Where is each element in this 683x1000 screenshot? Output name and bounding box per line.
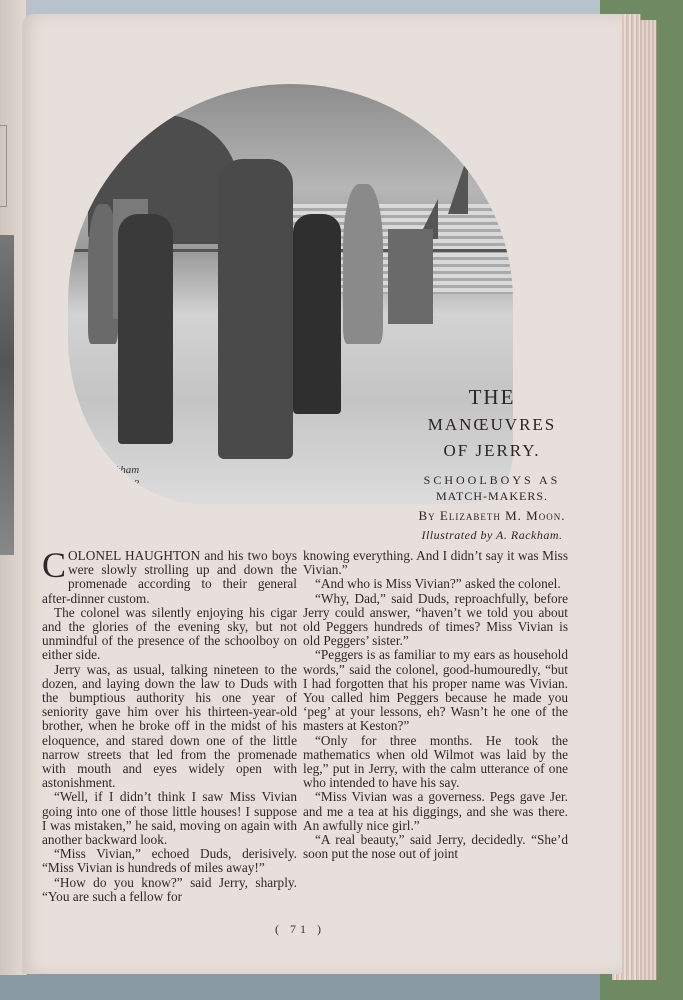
paragraph: The colonel was silently enjoying his cigar and the glories of the evening sky, but not unmindful of the presence of the schoolboy on either side.: [42, 604, 297, 663]
duds-figure: [293, 214, 341, 414]
paragraph: “How do you know?” said Jerry, sharply. “You are such a fellow for: [42, 874, 297, 904]
paragraph: “Miss Vivian was a governess. Pegs gave Jer. and me a tea at his diggings, and she was there. An awfully nice girl.”: [303, 789, 568, 833]
paragraph: “Peggers is as familiar to my ears as household words,” said the colonel, good-humouredly, “but I had forgotten that his proper name was Vivian. You called him Peggers because he made you ‘peg’ at your lessons, eh? Wasn’t he one of the masters at Keston?”: [303, 647, 568, 734]
paragraph: “Well, if I didn’t think I saw Miss Vivian going into one of those little houses! I suppose I was mistaken,” he said, moving on again with another backward look.: [42, 789, 297, 848]
title-line-2: MANŒUVRES: [427, 415, 557, 434]
paragraph: knowing everything. And I didn’t say it was Miss Vivian.”: [303, 548, 568, 578]
text-column-left: [42, 545, 297, 904]
title-line-3: OF JERRY.: [443, 441, 541, 460]
sailboat-icon: [448, 154, 468, 214]
previous-page-frame: [0, 125, 7, 207]
jerry-figure: [118, 214, 173, 444]
paragraph: “Why, Dad,” said Duds, reproachfully, before Jerry could answer, “haven’t we told you about old Peggers hundreds of times? Miss Vivian is old Peggers’ sister.”: [303, 590, 568, 649]
paragraph: [42, 545, 297, 606]
title-line-1: THE: [468, 385, 516, 409]
paragraph-text: OLONEL HAUGHTON and his two boys were slowly strolling up and down the promenade according to their general after-dinner custom.: [42, 548, 297, 606]
drop-cap: C: [42, 545, 67, 585]
paragraph: Jerry was, as usual, talking nineteen to the dozen, and laying down the law to Duds with the bumptious authority his one year of seniority gave him over his thirteen-year-old brother, when he broke off in the midst of his eloquence, and stared down one of the little narrow streets that led from the promenade with mouth and eyes widely open with astonishment.: [42, 661, 297, 791]
paragraph: “A real beauty,” said Jerry, decidedly. “She’d soon put the nose out of joint: [303, 832, 568, 862]
paragraph: “Only for three months. He took the mathematics when old Wilmot was laid by the leg,” put in Jerry, with the calm utterance of one who intended to have his say.: [303, 732, 568, 791]
author-byline: By Elizabeth M. Moon.: [418, 508, 566, 523]
subtitle-line-2: MATCH-MAKERS.: [435, 489, 548, 503]
artist-signature-year: 98: [128, 478, 139, 490]
illustrator-credit: Illustrated by A. Rackham.: [421, 528, 563, 542]
paragraph: “And who is Miss Vivian?” asked the colonel.: [315, 576, 561, 592]
subtitle-line-1: SCHOOLBOYS AS: [423, 473, 561, 487]
paragraph: “Miss Vivian,” echoed Duds, derisively. “Miss Vivian is hundreds of miles away!”: [42, 846, 297, 876]
seated-man-figure: [388, 229, 433, 324]
artist-signature: A. Rackham: [86, 464, 140, 476]
colonel-figure: [218, 159, 293, 459]
story-title: [392, 384, 592, 504]
text-column-right: [303, 549, 568, 861]
lady-figure: [343, 184, 383, 344]
previous-page-image: [0, 235, 14, 555]
page-edges-outer: [640, 20, 657, 980]
page-number: ( 71 ): [275, 922, 325, 936]
